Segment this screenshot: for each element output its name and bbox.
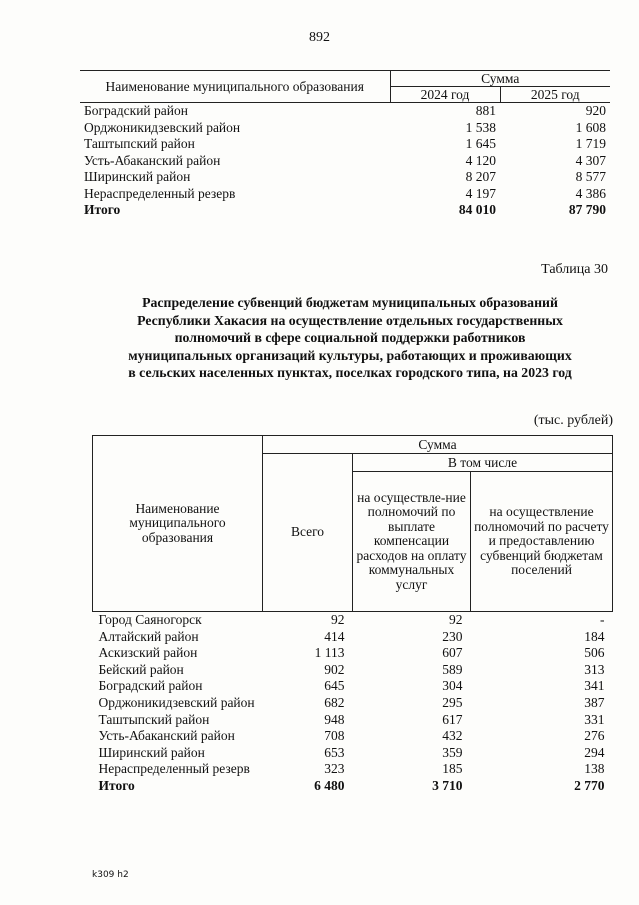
value-settlements: 138 [584, 761, 605, 777]
value-utilities: 295 [442, 694, 463, 710]
t2-header-incl: В том числе [353, 454, 613, 472]
value-settlements: - [600, 612, 605, 627]
value-2025: 1 719 [575, 136, 606, 151]
table-row [80, 153, 610, 170]
title-line: муниципальных организаций культуры, работающих и проживающих [128, 347, 572, 363]
row-name: Ширинский район [84, 169, 191, 184]
value-2024: 8 207 [465, 169, 496, 184]
table-row [93, 695, 613, 712]
value-utilities: 230 [442, 628, 463, 644]
t1-header-sum: Сумма [390, 71, 610, 87]
value-settlements: 313 [584, 661, 605, 677]
value-total: 682 [324, 694, 345, 710]
value-2024: 881 [475, 103, 496, 118]
table-row [80, 103, 610, 120]
total-row [93, 778, 613, 795]
total-label: Итого [98, 777, 135, 793]
value-total: 653 [324, 744, 345, 760]
value-utilities: 589 [442, 661, 463, 677]
row-name: Усть-Абаканский район [84, 152, 221, 168]
title-line: в сельских населенных пунктах, поселках городского типа, на 2023 год [128, 365, 572, 380]
value-total: 902 [324, 661, 345, 677]
value-utilities: 304 [442, 678, 463, 694]
value-settlements: 331 [584, 711, 605, 727]
total-settlements: 2 770 [574, 777, 605, 793]
value-total: 1 113 [314, 645, 345, 661]
total-row [80, 202, 610, 219]
table-row [93, 761, 613, 778]
row-name: Нераспределенный резерв [84, 185, 236, 201]
value-2025: 8 577 [575, 169, 606, 184]
table-label: Таблица 30 [541, 262, 608, 277]
row-name: Орджоникидзевский район [84, 119, 241, 135]
t2-header-sum: Сумма [263, 436, 613, 454]
value-settlements: 341 [584, 678, 605, 694]
title-line: полномочий в сфере социальной поддержки работников [174, 330, 526, 345]
total-2025: 87 790 [568, 202, 606, 217]
value-utilities: 607 [442, 645, 463, 661]
row-name: Аскизский район [98, 645, 198, 661]
page-number: 892 [309, 30, 330, 45]
t1-header-name: Наименование муниципального образования [80, 71, 390, 103]
row-name: Усть-Абаканский район [98, 728, 235, 744]
t2-header-total: Всего [263, 454, 353, 612]
value-settlements: 387 [584, 694, 605, 710]
t2-header-settlements: на осуществление полномочий по расчету и предоставлению субвенций бюджетам поселений [471, 472, 613, 612]
row-name: Нераспределенный резерв [98, 761, 250, 777]
value-settlements: 184 [584, 628, 605, 644]
value-total: 414 [324, 628, 345, 644]
value-total: 323 [324, 761, 345, 777]
subvention-table-2023 [92, 435, 613, 795]
row-name: Город Саяногорск [98, 612, 202, 627]
value-utilities: 92 [449, 612, 463, 627]
table-row [93, 712, 613, 729]
t2-header-name: Наименование муниципального образования [93, 436, 263, 612]
value-2025: 1 608 [575, 119, 606, 135]
subvention-table-continued [80, 70, 610, 219]
table-row [80, 120, 610, 137]
table-row [93, 645, 613, 662]
row-name: Ширинский район [98, 744, 205, 760]
table-row [93, 745, 613, 762]
value-2024: 1 538 [465, 119, 496, 135]
value-2025: 4 386 [575, 185, 606, 201]
row-name: Алтайский район [98, 628, 199, 644]
value-utilities: 185 [442, 761, 463, 777]
footer-code: k309 h2 [92, 870, 129, 880]
table-row [93, 728, 613, 745]
t1-header-2025: 2025 год [500, 87, 610, 103]
total-all: 6 480 [314, 777, 345, 793]
table-row [80, 169, 610, 186]
table-title [90, 294, 610, 382]
table-row [93, 629, 613, 646]
row-name: Орджоникидзевский район [98, 694, 255, 710]
value-2024: 1 645 [465, 136, 496, 151]
value-total: 948 [324, 711, 345, 727]
total-label: Итого [84, 202, 121, 217]
value-settlements: 276 [584, 728, 605, 744]
table-row [80, 136, 610, 153]
table-row [80, 186, 610, 203]
row-name: Таштыпский район [98, 711, 210, 727]
value-settlements: 294 [584, 744, 605, 760]
row-name: Боградский район [98, 678, 203, 694]
row-name: Таштыпский район [84, 136, 195, 151]
value-utilities: 359 [442, 744, 463, 760]
value-utilities: 617 [442, 711, 463, 727]
total-2024: 84 010 [458, 202, 496, 217]
value-settlements: 506 [584, 645, 605, 661]
title-line: Республики Хакасия на осуществление отдельных государственных [137, 312, 563, 328]
table-row [93, 678, 613, 695]
table-row [93, 662, 613, 679]
row-name: Боградский район [84, 103, 188, 118]
value-2024: 4 120 [465, 152, 496, 168]
value-2025: 920 [585, 103, 606, 118]
value-2025: 4 307 [575, 152, 606, 168]
table-row [93, 612, 613, 629]
value-2024: 4 197 [465, 185, 496, 201]
unit-note: (тыс. рублей) [533, 413, 613, 428]
t1-header-2024: 2024 год [390, 87, 500, 103]
title-line: Распределение субвенций бюджетам муниципальных образований [142, 295, 558, 310]
value-total: 92 [331, 612, 345, 627]
total-utilities: 3 710 [432, 777, 463, 793]
value-total: 708 [324, 728, 345, 744]
t2-header-utilities: на осуществле-ние полномочий по выплате компенсации расходов на оплату коммунальных услуг [353, 472, 471, 612]
row-name: Бейский район [98, 661, 184, 677]
value-total: 645 [324, 678, 345, 694]
value-utilities: 432 [442, 728, 463, 744]
